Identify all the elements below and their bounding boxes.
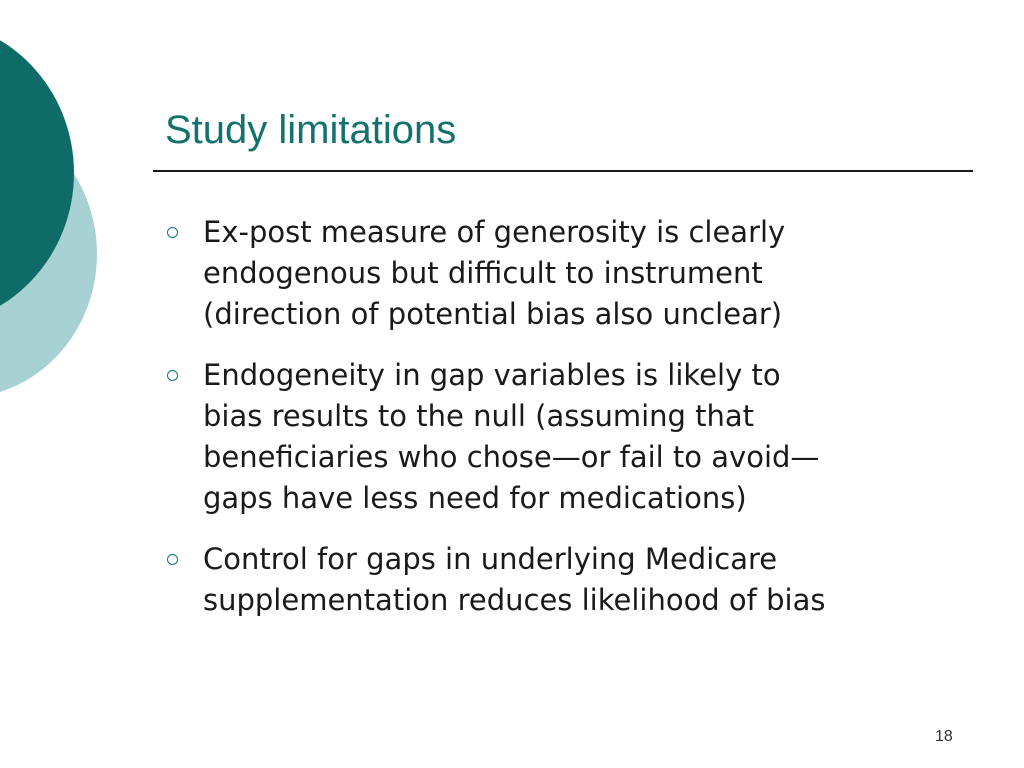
bullet-text-line: bias results to the null (assuming that [203, 399, 755, 433]
title-divider [153, 170, 973, 172]
bullet-text-line: supplementation reduces likelihood of bias [203, 583, 826, 617]
bullet-text-line: Endogeneity in gap variables is likely to [203, 358, 781, 392]
bullet-item [165, 539, 965, 621]
bullet-list [165, 212, 965, 641]
page-number: 18 [935, 728, 953, 745]
bullet-item [165, 212, 965, 335]
hollow-circle-bullet-icon [167, 370, 178, 381]
bullet-text-line: endogenous but difficult to instrument [203, 256, 763, 290]
hollow-circle-bullet-icon [167, 227, 178, 238]
bullet-text-line: beneficiaries who chose—or fail to avoid— [203, 440, 820, 474]
bullet-text-line: gaps have less need for medications) [203, 481, 747, 515]
slide-title: Study limitations [165, 108, 457, 152]
bullet-item [165, 355, 965, 519]
bullet-text-line: Ex-post measure of generosity is clearly [203, 215, 786, 249]
bullet-text-line: (direction of potential bias also unclear) [203, 297, 783, 331]
bullet-text-line: Control for gaps in underlying Medicare [203, 542, 778, 576]
hollow-circle-bullet-icon [167, 554, 178, 565]
